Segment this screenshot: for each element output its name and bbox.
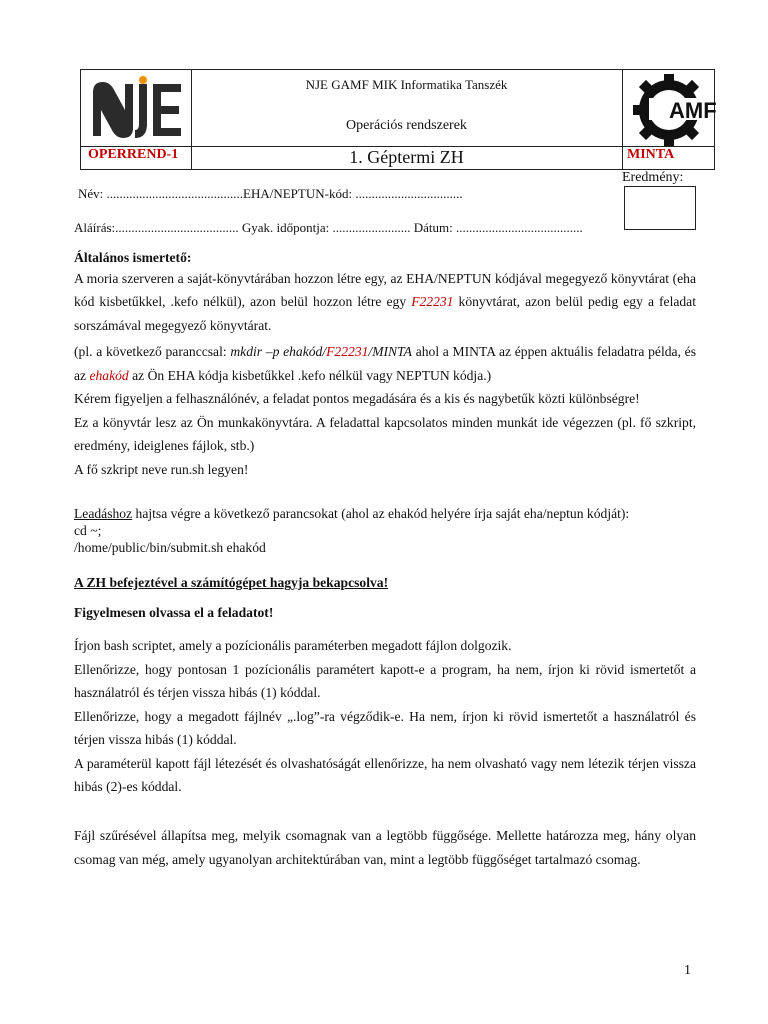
result-box	[624, 186, 696, 230]
task-section	[74, 634, 696, 799]
general-paragraph-4: Ez a könyvtár lesz az Ön munkakönyvtára. A feladattal kapcsolatos minden munkát ide végezzen (pl. fő szkript, eredmény, ideiglenes fájlok, stb.)	[74, 414, 696, 453]
signature-line: Aláírás:...................................... Gyak. időpontja: ........................ Dátum: .......................................	[74, 220, 583, 235]
nje-logo	[91, 76, 183, 140]
text: hajtsa végre a következő parancsokat (ahol az ehakód helyére írja saját eha/neptun kódját):	[132, 506, 630, 521]
gamf-logo	[629, 72, 717, 146]
minta-label: MINTA	[627, 147, 675, 162]
general-paragraph-2	[74, 340, 696, 387]
text: az Ön EHA kódja kisbetűkkel .kefo nélkül vagy NEPTUN kódja.)	[128, 367, 492, 383]
text: A moria szerveren a saját-könyvtárában hozzon létre egy, az EHA/NEPTUN kódjával megegyező könyvtárat (eha kód kisbetűkkel, .kefo nélkül), azon belül hozzon létre egy	[74, 270, 696, 309]
general-section	[74, 246, 696, 481]
submit-instruction	[74, 505, 696, 522]
command-text: /MINTA	[368, 344, 412, 359]
warning-text: A ZH befejeztével a számítógépet hagyja bekapcsolva!	[74, 575, 389, 590]
exam-title: 1. Géptermi ZH	[349, 147, 464, 167]
text: könyvtárat, azon belül pedig egy a feladat sorszámával megegyező könyvtárat.	[74, 294, 696, 333]
general-heading: Általános ismertető:	[74, 250, 192, 265]
code-text: F22231	[326, 344, 369, 359]
result-label: Eredmény:	[622, 170, 684, 185]
name-line: Név: ..........................................EHA/NEPTUN-kód: .................................	[78, 186, 463, 201]
text: ahol a MINTA az éppen aktuális feladatra példa, és az	[74, 344, 696, 383]
page-number: 1	[684, 963, 691, 978]
text: (pl. a következő paranccsal:	[74, 344, 231, 359]
submit-command-2: /home/public/bin/submit.sh ehakód	[74, 540, 266, 555]
gamf-logo-text: AMF	[669, 98, 717, 123]
general-paragraph-5: A fő szkript neve run.sh legyen!	[74, 461, 249, 477]
course-code: OPERREND-1	[88, 147, 179, 162]
general-paragraph-1	[74, 267, 696, 338]
task-line-2: Ellenőrizze, hogy pontosan 1 pozícionális paramétert kapott-e a program, ha nem, írjon ki rövid ismertetőt a használatról és térjen vissza hibás (1) kóddal.	[74, 661, 696, 700]
task-line-3: Ellenőrizze, hogy a megadott fájlnév „.log”-ra végződik-e. Ha nem, írjon ki rövid ismertetőt a használatról és térjen vissza hibás (1) kóddal.	[74, 708, 696, 747]
code-text: F22231	[411, 294, 454, 309]
institution: NJE GAMF MIK Informatika Tanszék	[305, 77, 508, 92]
header-table	[80, 69, 715, 170]
submit-section	[74, 505, 696, 556]
submit-command-1: cd ~;	[74, 523, 102, 538]
general-paragraph-3: Kérem figyeljen a felhasználónév, a feladat pontos megadására és a kis és nagybetűk közti különbségre!	[74, 391, 640, 406]
course-name: Operációs rendszerek	[346, 118, 467, 133]
task-paragraph-5: Fájl szűrésével állapítsa meg, melyik csomagnak van a legtöbb függősége. Mellette határozza meg, hány olyan csomag van még, amely ugyanolyan architektúrában van, mint a legtöbb függőséget tartalmazó csomag.	[74, 828, 696, 867]
code-text: ehakód	[89, 367, 129, 383]
command-text: mkdir –p ehakód/	[230, 344, 327, 359]
table-divider	[622, 70, 623, 169]
text: Leadáshoz	[74, 506, 133, 521]
read-carefully-text: Figyelmesen olvassa el a feladatot!	[74, 605, 274, 620]
task-line-4: A paraméterül kapott fájl létezését és olvashatóságát ellenőrizze, ha nem olvasható vagy nem létezik térjen vissza hibás (2)-es kóddal.	[74, 755, 696, 794]
task-line-1: Írjon bash scriptet, amely a pozícionális paraméterben megadott fájlon dolgozik.	[74, 638, 512, 653]
